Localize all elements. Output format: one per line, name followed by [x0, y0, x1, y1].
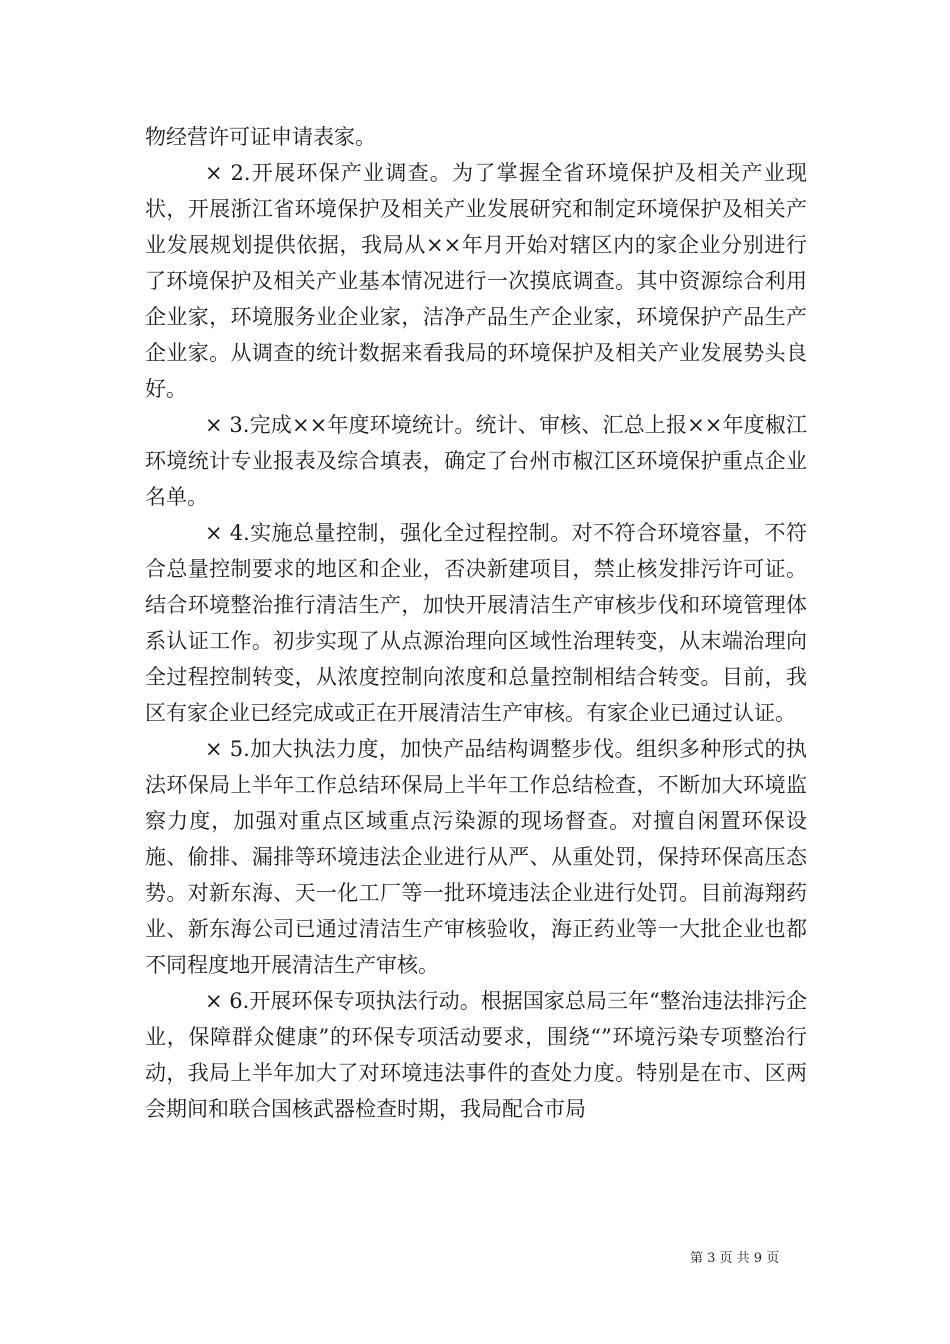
- paragraph-1: 物经营许可证申请表家。: [145, 125, 376, 149]
- paragraph-3: × 3.完成××年度环境统计。统计、审核、汇总上报××年度椒江环境统计专业报表及综合填表，确定了台州市椒江区环境保护重点企业名单。: [145, 413, 807, 509]
- paragraph-2: × 2.开展环保产业调查。为了掌握全省环境保护及相关产业现状，开展浙江省环境保护及相关产业发展研究和制定环境保护及相关产业发展规划提供依据，我局从××年月开始对辖区内的家企业分别进行了环境保护及相关产业基本情况进行一次摸底调查。其中资源综合利用企业家，环境服务业企业家，洁净产品生产企业家，环境保护产品生产企业家。从调查的统计数据来看我局的环境保护及相关产业发展势头良好。: [145, 161, 807, 401]
- document-body: [145, 119, 807, 1127]
- paragraph-6: × 6.开展环保专项执法行动。根据国家总局三年“整治违法排污企业，保障群众健康”的环保专项活动要求，围绕“”环境污染专项整治行动，我局上半年加大了对环境违法事件的查处力度。特别是在市、区两会期间和联合国核武器检查时期，我局配合市局: [145, 989, 807, 1121]
- paragraph-4: × 4.实施总量控制，强化全过程控制。对不符合环境容量，不符合总量控制要求的地区和企业，否决新建项目，禁止核发排污许可证。结合环境整治推行清洁生产，加快开展清洁生产审核步伐和环境管理体系认证工作。初步实现了从点源治理向区域性治理转变，从末端治理向全过程控制转变，从浓度控制向浓度和总量控制相结合转变。目前，我区有家企业已经完成或正在开展清洁生产审核。有家企业已通过认证。: [145, 521, 807, 725]
- page-number: 第 3 页 共 9 页: [690, 1251, 780, 1266]
- paragraph-5: × 5.加大执法力度，加快产品结构调整步伐。组织多种形式的执法环保局上半年工作总结环保局上半年工作总结检查，不断加大环境监察力度，加强对重点区域重点污染源的现场督查。对擅自闲置环保设施、偷排、漏排等环境违法企业进行从严、从重处罚，保持环保高压态势。对新东海、天一化工厂等一批环境违法企业进行处罚。目前海翔药业、新东海公司已通过清洁生产审核验收，海正药业等一大批企业也都不同程度地开展清洁生产审核。: [145, 737, 807, 977]
